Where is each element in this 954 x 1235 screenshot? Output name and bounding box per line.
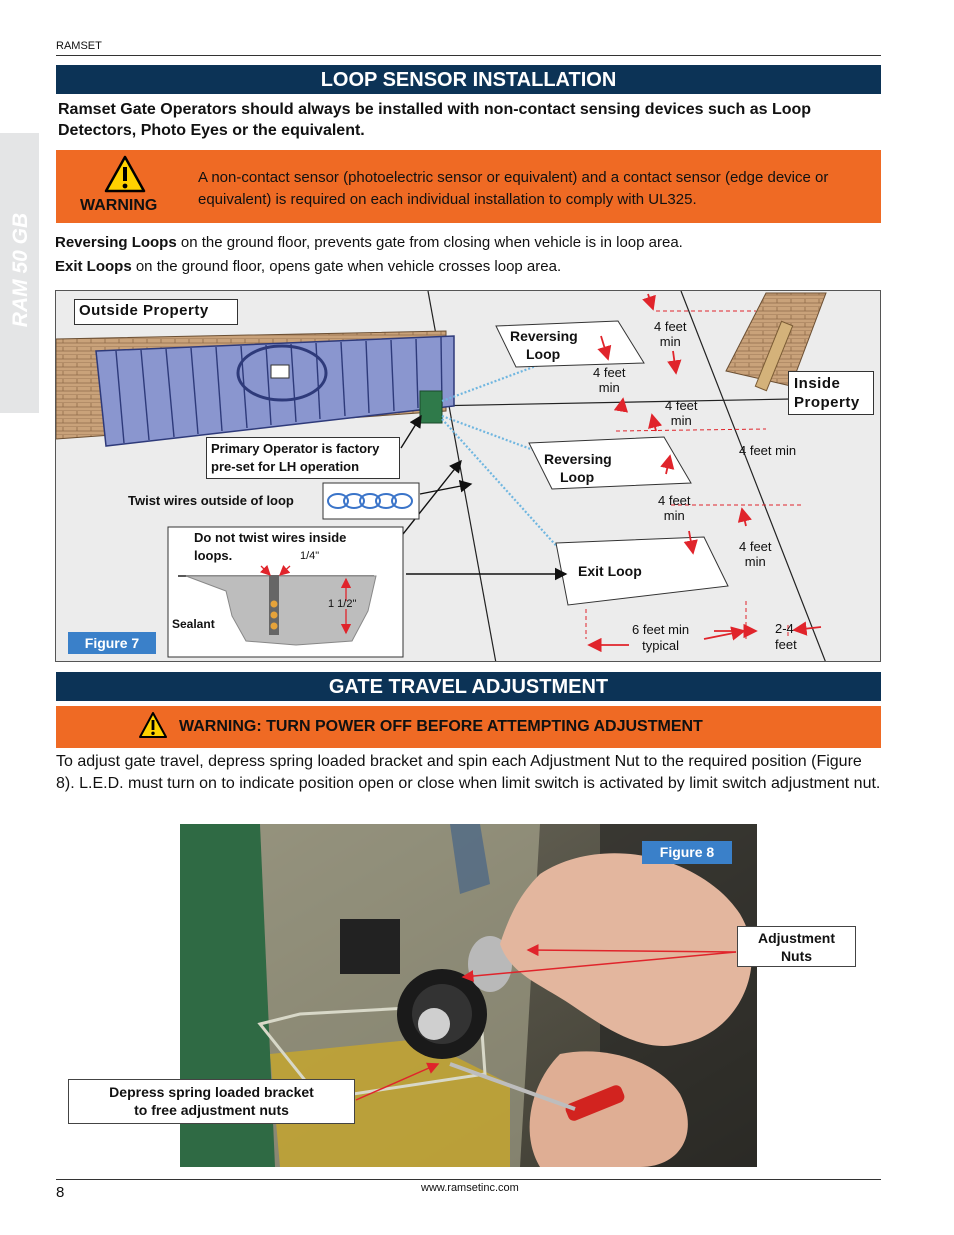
exit-loops-line [55, 258, 561, 275]
reversing-loops-line [55, 234, 683, 251]
reversing-loop-mid-line2: Loop [560, 469, 595, 485]
dim-4ft-top-value: 4 feet [654, 319, 687, 334]
dim-6ft-value: 6 feet min [632, 622, 690, 637]
reversing-loop-top-line1: Reversing [510, 328, 578, 344]
warning-icon [104, 155, 146, 193]
dim-6ft-typical-label: typical [642, 638, 679, 653]
depress-bracket-callout [68, 1079, 355, 1124]
dim-4ft-top [654, 319, 687, 349]
intro-text: Ramset Gate Operators should always be installed with non-contact sensing devices such as Loop Detectors, Photo Eyes or the equivalent. [58, 101, 812, 139]
no-twist-line1: Do not twist wires inside [194, 530, 347, 545]
header-rule [56, 55, 881, 56]
loop-layout-illustration [56, 291, 881, 662]
section-title-gate-travel: GATE TRAVEL ADJUSTMENT [56, 672, 881, 701]
warning-label: WARNING [80, 197, 158, 214]
sealant-label: Sealant [172, 617, 215, 631]
adjustment-nuts-line1: Adjustment [758, 930, 835, 946]
dim-4ft-exit-min: min [744, 554, 766, 569]
dim-4ft-top-min: min [659, 334, 681, 349]
no-twist-inside-label [194, 529, 346, 565]
dim-4ft-line-min: min [670, 413, 692, 428]
dim-2-4-value: 2-4 [775, 621, 794, 636]
reversing-loops-term: Reversing Loops [55, 234, 177, 251]
figure-7-diagram [55, 290, 881, 662]
dim-4ft-between [593, 365, 626, 395]
inside-property-line2: Property [794, 394, 860, 411]
adjustment-nuts-callout [737, 926, 856, 967]
one-half-inch-label: 1 1/2" [328, 598, 357, 610]
power-warning-text: WARNING: TURN POWER OFF BEFORE ATTEMPTING ADJUSTMENT [179, 718, 703, 735]
dim-4ft-line [665, 398, 698, 428]
warning-text: A non-contact sensor (photoelectric sensor or equivalent) and a contact sensor (edge device or equivalent) is required on each individual installation to comply with UL325. [198, 169, 829, 208]
outside-property-label: Outside Property [74, 299, 238, 325]
inside-property-line1: Inside [794, 375, 841, 392]
dim-4ft-exit [739, 539, 772, 569]
adjustment-nuts-line2: Nuts [780, 948, 813, 964]
figure-8-badge: Figure 8 [642, 841, 732, 864]
dim-4ft-lower-value: 4 feet [658, 493, 691, 508]
exit-loop-label: Exit Loop [578, 563, 642, 579]
dim-4ft-line-value: 4 feet [665, 398, 698, 413]
depress-bracket-line1: Depress spring loaded bracket [109, 1084, 314, 1100]
brand-header: RAMSET [56, 40, 102, 52]
reversing-loop-label-top [510, 327, 578, 363]
no-twist-line2: loops. [194, 548, 233, 563]
warning-icon [139, 712, 167, 738]
dim-2-4ft [775, 621, 797, 653]
page-number: 8 [56, 1184, 65, 1201]
footer-url: www.ramsetinc.com [421, 1182, 519, 1194]
dim-4ft-lower [658, 493, 691, 523]
primary-operator-callout [206, 437, 400, 479]
exit-loops-desc: on the ground floor, opens gate when vehicle crosses loop area. [131, 258, 562, 275]
reversing-loop-top-line2: Loop [526, 346, 561, 362]
reversing-loop-mid-line1: Reversing [544, 451, 612, 467]
dim-4ft-between-value: 4 feet [593, 365, 626, 380]
footer-rule [56, 1179, 881, 1180]
dim-2-4-unit: feet [775, 637, 797, 652]
dim-4ft-between-min: min [598, 380, 620, 395]
dim-4ft-exit-value: 4 feet [739, 539, 772, 554]
dim-4ft-lower-min: min [663, 508, 685, 523]
section-title-loop-sensor: LOOP SENSOR INSTALLATION [56, 65, 881, 94]
primary-operator-line2: pre-set for LH operation [211, 459, 360, 474]
reversing-loop-label-middle [544, 450, 612, 486]
primary-operator-line1: Primary Operator is factory [211, 441, 380, 456]
gate-travel-instructions: To adjust gate travel, depress spring loaded bracket and spin each Adjustment Nut to the required position (Figure 8). L.E.D. must turn on to indicate position open or close when limit switch is activated by limit switch adjustment nut. [56, 753, 881, 792]
dim-6ft-typical [632, 622, 689, 654]
side-tab-label: RAM 50 GB [9, 212, 32, 328]
twist-wires-outside-label: Twist wires outside of loop [128, 493, 294, 508]
quarter-inch-label: 1/4" [300, 550, 320, 562]
reversing-loops-desc: on the ground floor, prevents gate from closing when vehicle is in loop area. [176, 234, 683, 251]
inside-property-label [788, 371, 874, 415]
figure-7-badge: Figure 7 [68, 632, 156, 654]
depress-bracket-line2: to free adjustment nuts [134, 1102, 289, 1118]
dim-4ft-min-right: 4 feet min [739, 443, 797, 458]
exit-loops-term: Exit Loops [55, 258, 132, 275]
